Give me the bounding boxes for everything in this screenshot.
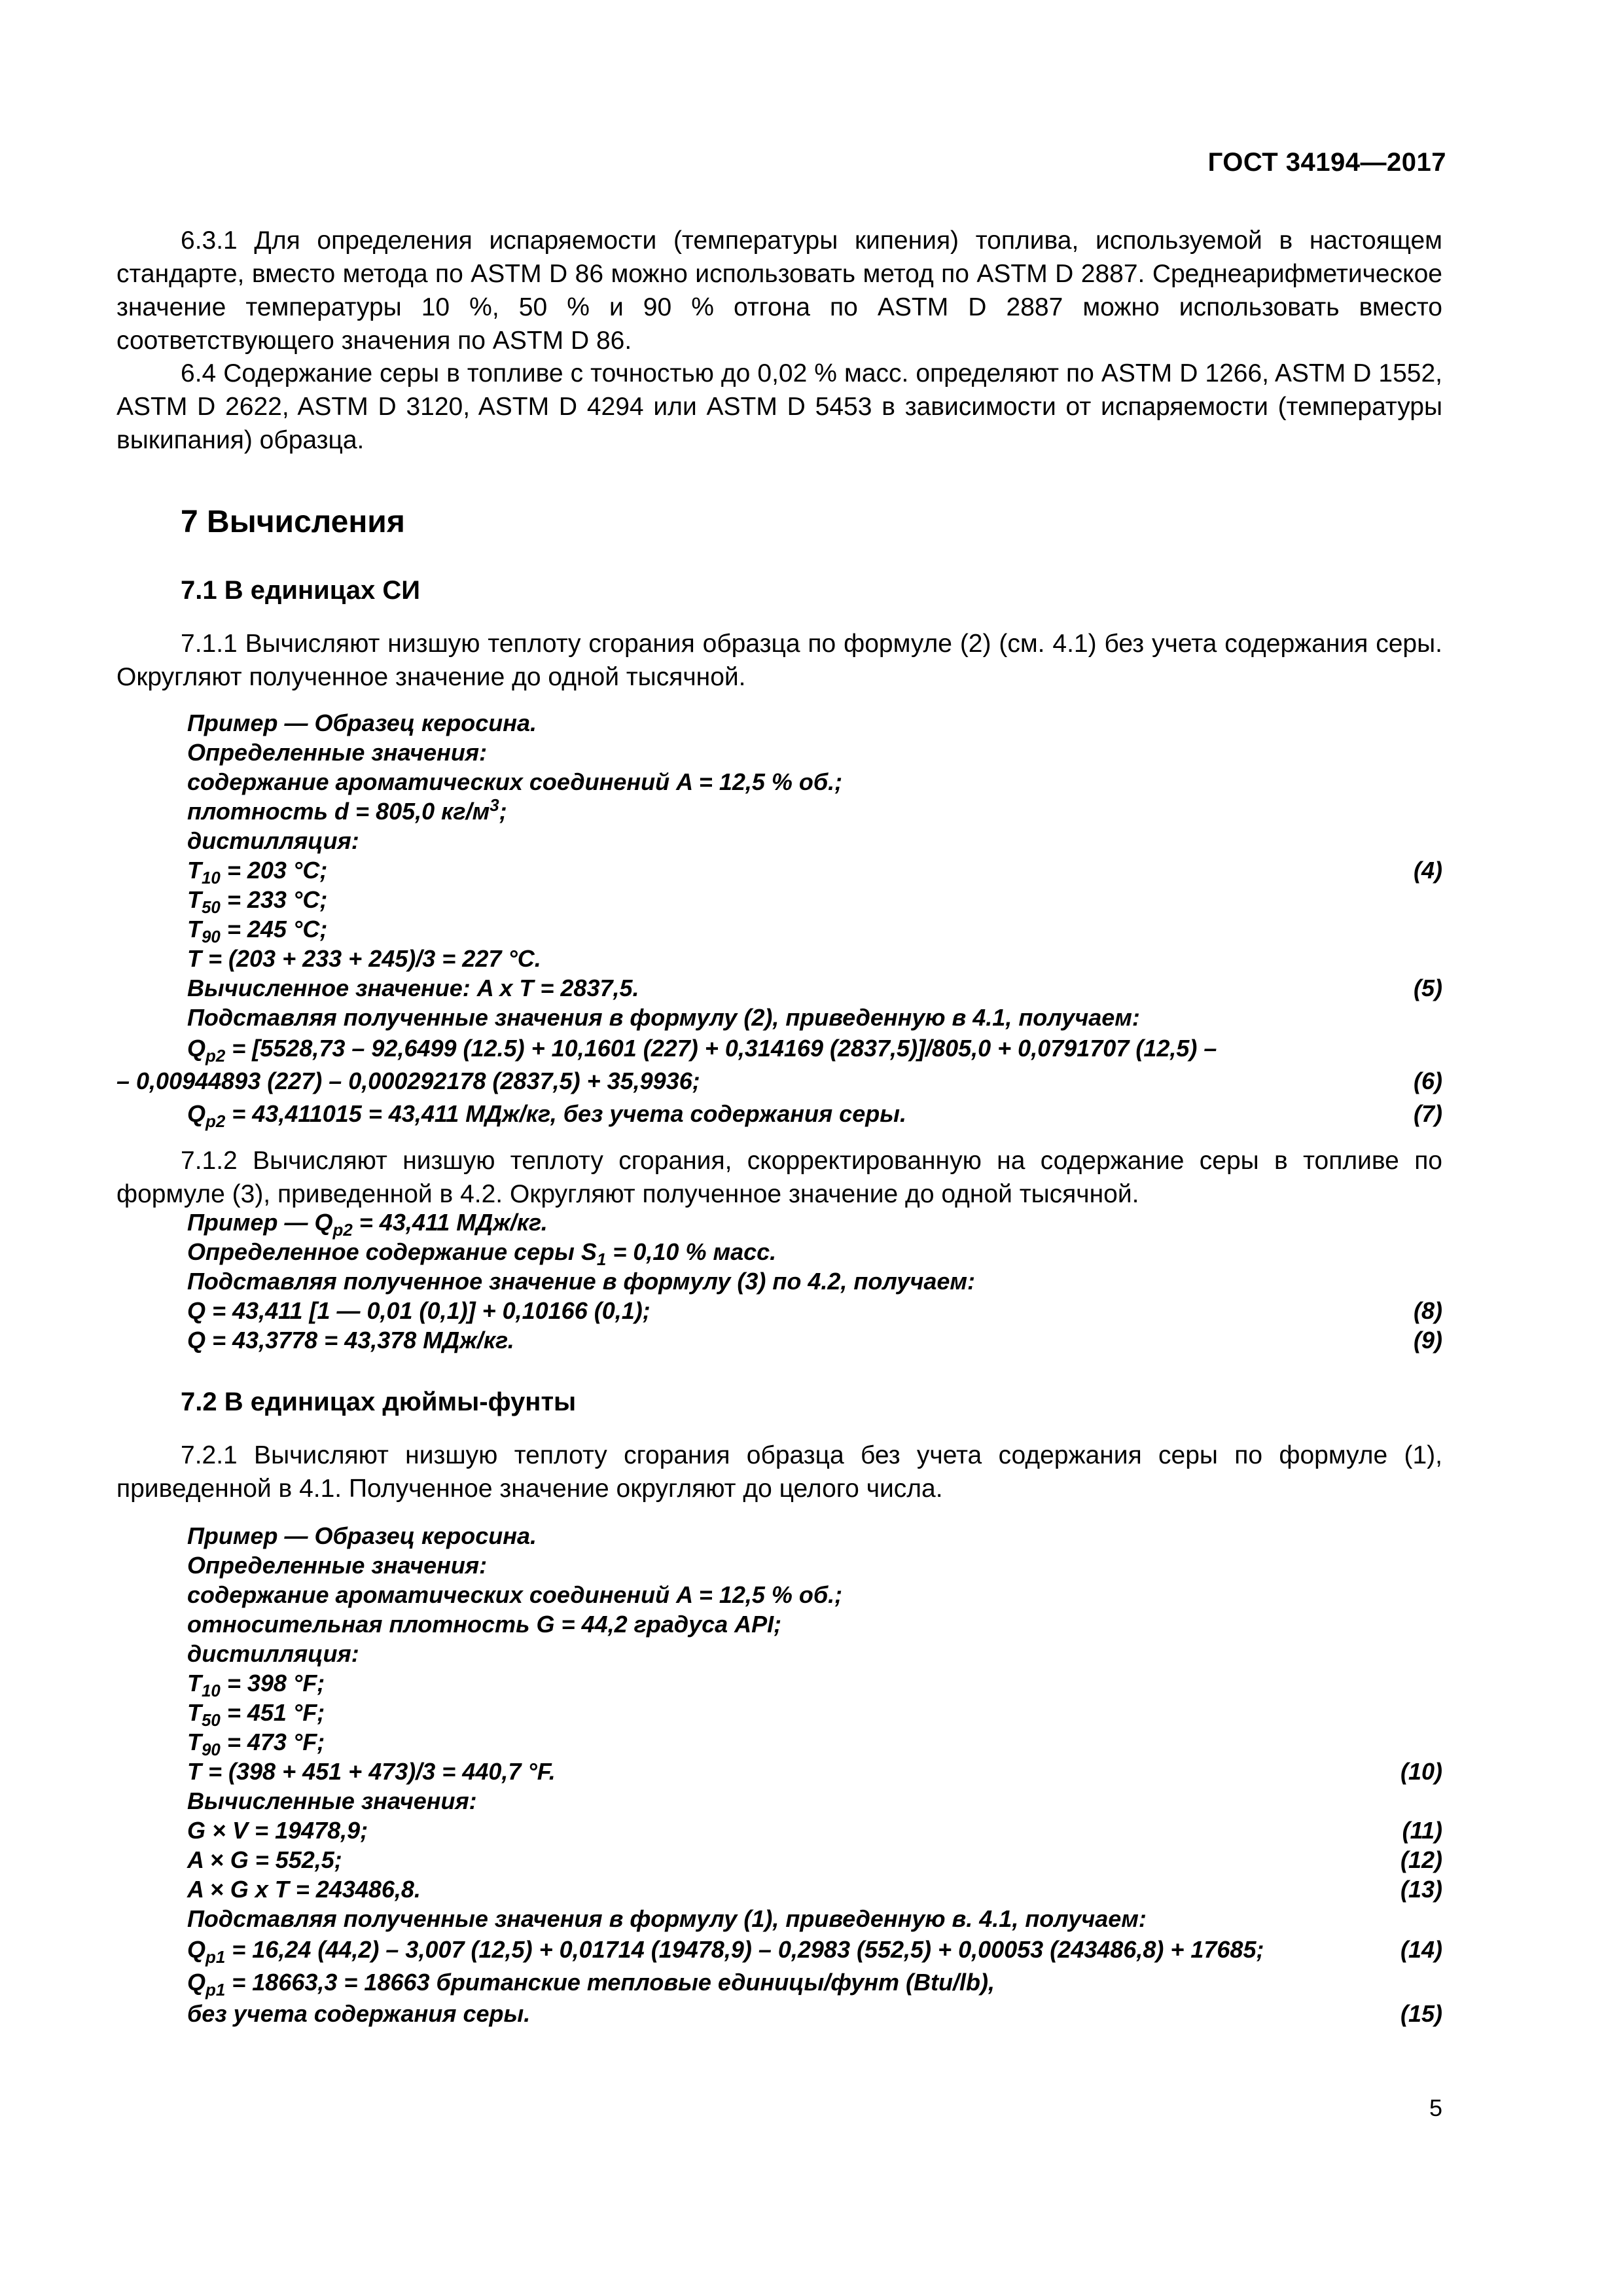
example-2-sulfur: Определенное содержание серы $S_1 = 0,10$ % масс. [187, 1238, 777, 1270]
equation-number-8: (8) [1414, 1297, 1442, 1324]
example-3-title: Пример — Образец керосина. [187, 1522, 537, 1549]
example-3-t90: $T_{90} = 473$ °F; [187, 1729, 325, 1760]
equation-number-15: (15) [1400, 2000, 1442, 2027]
example-3-gv: G × V = 19478,9; (11) [187, 1817, 1442, 1844]
paragraph-6-3-1-block [116, 224, 1442, 357]
example-3-qp1-formula: $Q_{p1} = 16,24$ (44,2) – 3,007 (12,5) + 0,01714 (19478,9) – 0,2983 (552,5) + 0,00053 (243486,8) + 17685; (14) [116, 1933, 1442, 1966]
example-3-determined-label: Определенные значения: [187, 1552, 488, 1579]
example-2-q-formula: Q = 43,411 [1 — 0,01 (0,1)] + 0,10166 (0,1); (8) [187, 1297, 1442, 1324]
equation-number-6: (6) [1414, 1067, 1442, 1094]
example-1-calculated: Вычисленное значение: A x T = 2837,5. (5) [187, 975, 1442, 1001]
equation-number-11: (11) [1402, 1817, 1442, 1844]
example-1-aromatics: содержание ароматических соединений A = 12,5 % об.; [187, 768, 843, 795]
example-1 [116, 708, 1442, 1130]
paragraph-7-1-2: 7.1.2 Вычисляют низшую теплоту сгорания, скорректированную на содержание серы в топливе по формуле (3), приведенной в 4.2. Округляют полученное значение до одной тысячной. [116, 1147, 1442, 1208]
section-7-block [116, 504, 1442, 540]
section-7-heading: 7 Вычисления [181, 505, 405, 539]
example-1-density: плотность d = 805,0 $кг/м^3$; [187, 797, 507, 825]
paragraph-6-3-1: 6.3.1 Для определения испаряемости (температуры кипения) топлива, используемой в настоящем стандарте, вместо метода по ASTM D 86 можно использовать метод по ASTM D 2887. Среднеарифметическое значение температуры 10 %, 50 % и 90 % отгона по ASTM D 2887 можно использовать вместо соответствующего значения по ASTM D 86. [116, 226, 1442, 355]
section-7-1-heading: 7.1 В единицах СИ [181, 576, 421, 605]
example-3-qp1-result-cont: без учета содержания серы. (15) [187, 2000, 1442, 2027]
equation-number-10: (10) [1400, 1758, 1442, 1785]
example-1-determined-label: Определенные значения: [187, 739, 488, 766]
paragraph-7-2-1-block [116, 1439, 1442, 1505]
example-1-qp2-formula-cont: – 0,00944893 (227) – 0,000292178 (2837,5) + 35,9936; (6) [116, 1065, 1442, 1098]
example-2-q-result: Q = 43,3778 = 43,378 МДж/кг. (9) [187, 1327, 1442, 1354]
section-7-2-heading: 7.2 В единицах дюймы-фунты [181, 1388, 577, 1416]
example-3-substitution: Подставляя полученные значения в формулу (1), приведенную в. 4.1, получаем: [187, 1905, 1147, 1932]
equation-number-5: (5) [1414, 975, 1442, 1001]
example-2 [116, 1208, 1442, 1355]
example-1-title: Пример — Образец керосина. [187, 709, 537, 736]
example-1-distillation-label: дистилляция: [187, 827, 359, 854]
example-3-calculated-label: Вычисленные значения: [187, 1787, 477, 1814]
equation-number-12: (12) [1400, 1846, 1442, 1873]
example-1-substitution: Подставляя полученные значения в формулу (2), приведенную в 4.1, получаем: [187, 1004, 1140, 1031]
example-1-t90: $T_{90} = 245$ °С; [187, 916, 328, 947]
example-3-t10: $T_{10} = 398$ °F; [187, 1670, 325, 1701]
paragraph-6-4: 6.4 Содержание серы в топливе с точностью до 0,02 % масс. определяют по ASTM D 1266, ASTM D 1552, ASTM D 2622, ASTM D 3120, ASTM D 4294 или ASTM D 5453 в зависимости от испаряемости (температуры выкипания) образца. [116, 359, 1442, 454]
section-7-1-block [116, 576, 1442, 605]
example-3-api-gravity: относительная плотность G = 44,2 градуса API; [187, 1611, 782, 1638]
paragraph-6-4-block [116, 357, 1442, 457]
example-3-distillation-label: дистилляция: [187, 1640, 359, 1667]
example-2-substitution: Подставляя полученное значение в формулу (3) по 4.2, получаем: [187, 1268, 975, 1295]
example-1-t10: $T_{10} = 203$ °С; (4) [187, 857, 1442, 888]
document-header-id: ГОСТ 34194—2017 [1207, 148, 1446, 177]
example-1-t50: $T_{50} = 233$ °С; [187, 886, 328, 918]
example-3-t50: $T_{50} = 451$ °F; [187, 1699, 325, 1731]
example-1-qp2-formula: $Q_{p2} = [5528,73 - 92,6499$ (12.5) + 10,1601 (227) + 0,314169 (2837,5)]/805,0 + 0,0791707 (12,5) – [187, 1035, 1217, 1066]
equation-number-9: (9) [1414, 1327, 1442, 1354]
paragraph-7-2-1: 7.2.1 Вычисляют низшую теплоту сгорания образца без учета содержания серы по формуле (1), приведенной в 4.1. Полученное значение округляют до целого числа. [116, 1441, 1442, 1503]
equation-number-14: (14) [1400, 1936, 1442, 1963]
paragraph-7-1-2-block [116, 1144, 1442, 1211]
example-3-t-average: T = (398 + 451 + 473)/3 = 440,7 °F. (10) [187, 1758, 1442, 1785]
example-3-qp1-result: $Q_{p1} = 18663,3 = 18663$ британские тепловые единицы/фунт (Btu/lb), [187, 1969, 995, 2000]
example-3-aromatics: содержание ароматических соединений A = 12,5 % об.; [187, 1581, 843, 1608]
equation-number-4: (4) [1414, 857, 1442, 884]
section-7-2-block [116, 1388, 1442, 1417]
paragraph-7-1-1: 7.1.1 Вычисляют низшую теплоту сгорания образца по формуле (2) (см. 4.1) без учета содержания серы. Округляют полученное значение до одной тысячной. [116, 630, 1442, 691]
example-3 [116, 1521, 1442, 2028]
paragraph-7-1-1-block [116, 627, 1442, 694]
equation-number-7: (7) [1414, 1100, 1442, 1127]
example-3-agt: A × G x T = 243486,8. (13) [187, 1876, 1442, 1903]
example-1-t-average: T = (203 + 233 + 245)/3 = 227 °С. [187, 945, 541, 972]
example-1-qp2-result: $Q_{p2} = 43,411015 = 43,411$ МДж/кг, без учета содержания серы. (7) [116, 1098, 1442, 1130]
example-2-title: Пример — $Q_{p2} = 43,411$ МДж/кг. [187, 1209, 548, 1240]
page-number: 5 [1429, 2094, 1442, 2121]
example-3-ag: A × G = 552,5; (12) [187, 1846, 1442, 1873]
equation-number-13: (13) [1400, 1876, 1442, 1903]
